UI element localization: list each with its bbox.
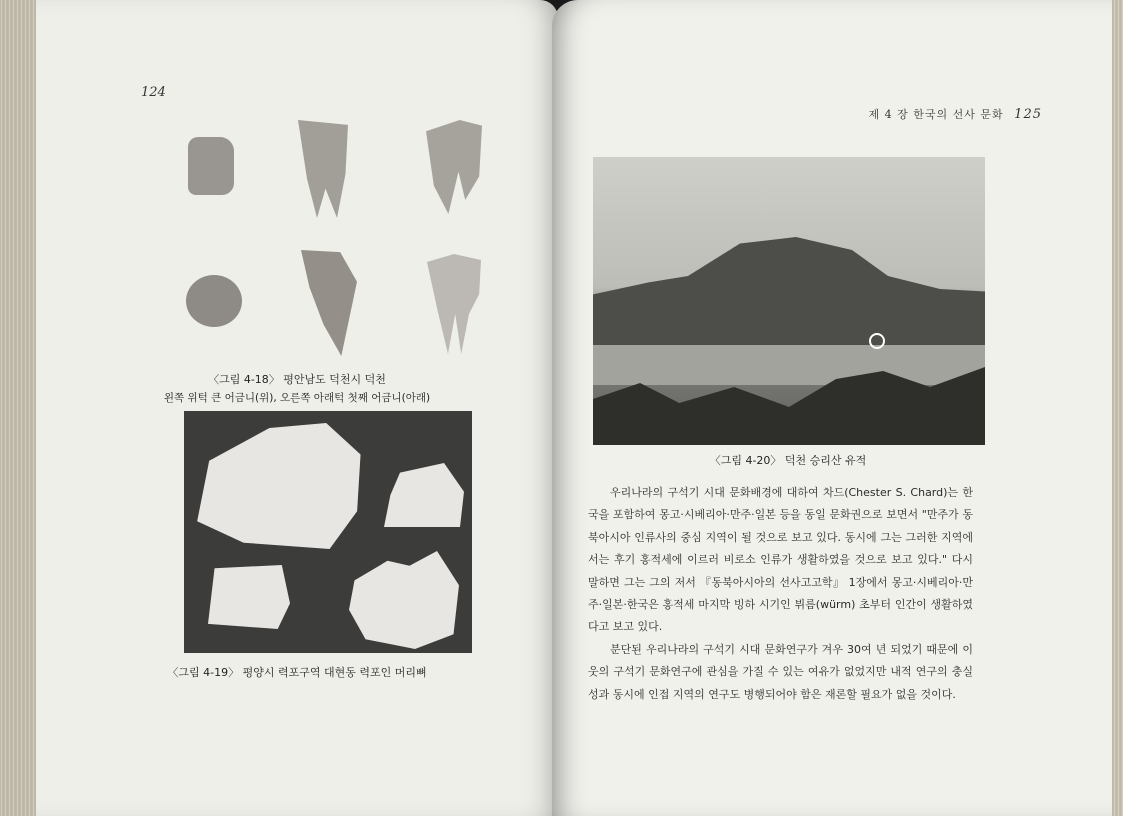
tooth-photo	[186, 275, 242, 327]
figure-subcaption: 왼쪽 위턱 큰 어금니(위), 오른쪽 아래턱 첫째 어금니(아래)	[163, 392, 431, 404]
bone-fragment	[349, 551, 459, 649]
bone-fragment	[192, 423, 364, 549]
figure-caption: 〈그림 4-20〉 덕천 승리산 유적	[709, 454, 867, 467]
figure-caption: 〈그림 4-18〉 평안남도 덕천시 덕천	[208, 373, 386, 386]
tooth-photo	[424, 254, 484, 354]
book-edge-left	[0, 0, 40, 816]
tooth-photo	[298, 120, 348, 218]
body-text	[588, 482, 973, 706]
paragraph: 우리나라의 구석기 시대 문화배경에 대하여 차드(Chester S. Chard)는 한국을 포함하여 몽고·시베리아·만주·일본 등을 동일 문화권으로 보면서 "만주가 동북아시아 인류사의 중심 지역이 될 것으로 보고 있다. 동시에 그는 그러한 지역에서는 후기 홍적세에 이르러 비로소 인류가 생활하였을 것으로 보고 있다." 다시 말하면 그는 그의 저서 『동북아시아의 선사고고학』 1장에서 몽고·시베리아·만주·일본·한국은 홍적세 마지막 빙하 시기인 뷔름(würm) 초부터 인간이 생활하였다고 보고 있다.	[588, 486, 973, 634]
tooth-photo	[188, 137, 234, 195]
tooth-photo	[301, 250, 357, 356]
tooth-photo	[426, 120, 482, 214]
plain	[593, 345, 985, 385]
page-number: 124	[141, 85, 166, 100]
right-page	[552, 0, 1112, 816]
mountain-site-photo	[593, 157, 985, 445]
running-head	[869, 106, 1042, 122]
bone-fragment	[384, 463, 464, 527]
figure-caption: 〈그림 4-19〉 평양시 력포구역 대현동 력포인 머리뼈	[167, 666, 427, 679]
left-page	[36, 0, 558, 816]
bone-fragment	[208, 565, 290, 629]
page-number: 125	[1014, 107, 1042, 122]
chapter-title: 제 4 장 한국의 선사 문화	[868, 108, 1004, 121]
site-marker-icon	[869, 333, 885, 349]
paragraph: 분단된 우리나라의 구석기 시대 문화연구가 겨우 30여 년 되었기 때문에 이웃의 구석기 문화연구에 관심을 가질 수 있는 여유가 없었지만 내적 연구의 충실성과 동시에 인접 지역의 연구도 병행되어야 함은 재론할 필요가 없을 것이다.	[588, 642, 973, 701]
skull-fragments-photo	[184, 411, 472, 653]
